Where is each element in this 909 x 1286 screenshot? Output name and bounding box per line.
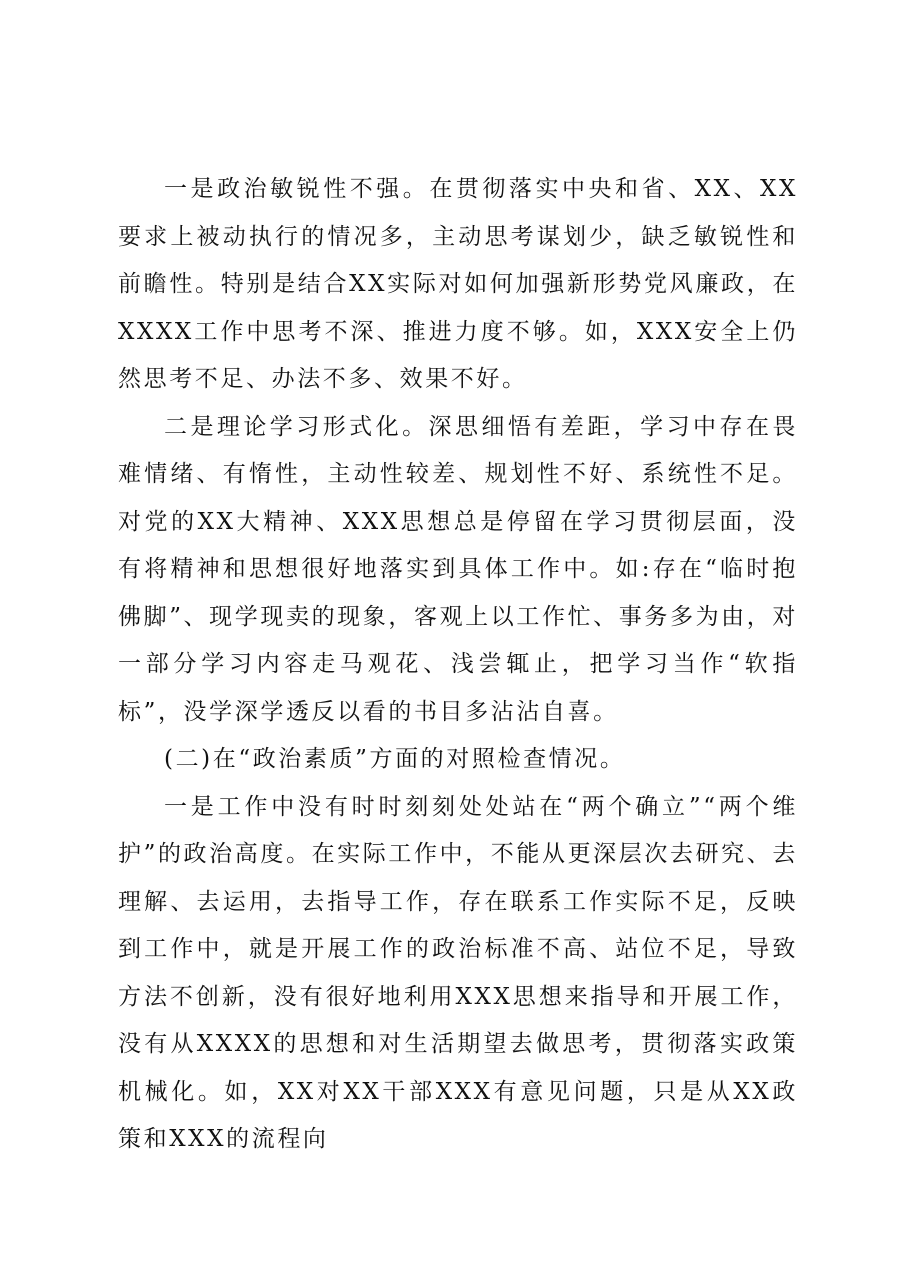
section-heading-political-quality: (二)在“政治素质”方面的对照检查情况。 xyxy=(164,746,626,772)
paragraph-political-height: 一是工作中没有时时刻刻处处站在“两个确立”“两个维护”的政治高度。在实际工作中，不能从更深层次去研究、去理解、去运用，去指导工作，存在联系工作实际不足，反映到工作中，就是开展工作的政治标准不高、站位不足，导致方法不创新，没有很好地利用XXX思想来指导和开展工作，没有从XXXX的思想和对生活期望去做思考，贯彻落实政策机械化。如，XX对XX干部XXX有意见问题，只是从XX政策和XXX的流程向 xyxy=(118,793,798,1152)
paragraph-theory-study: 二是理论学习形式化。深思细悟有差距，学习中存在畏难情绪、有惰性，主动性较差、规划性不好、系统性不足。对党的XX大精神、XXX思想总是停留在学习贯彻层面，没有将精神和思想很好地落实到具体工作中。如:存在“临时抱佛脚”、现学现卖的现象，客观上以工作忙、事务多为由，对一部分学习内容走马观花、浅尝辄止，把学习当作“软指标”，没学深学透反以看的书目多沾沾自喜。 xyxy=(118,413,798,725)
document-body xyxy=(118,166,798,1164)
paragraph-political-sensitivity: 一是政治敏锐性不强。在贯彻落实中央和省、XX、XX要求上被动执行的情况多，主动思考谋划少，缺乏敏锐性和前瞻性。特别是结合XX实际对如何加强新形势党风廉政，在XXXX工作中思考不深、推进力度不够。如，XXX安全上仍然思考不足、办法不多、效果不好。 xyxy=(118,176,798,392)
